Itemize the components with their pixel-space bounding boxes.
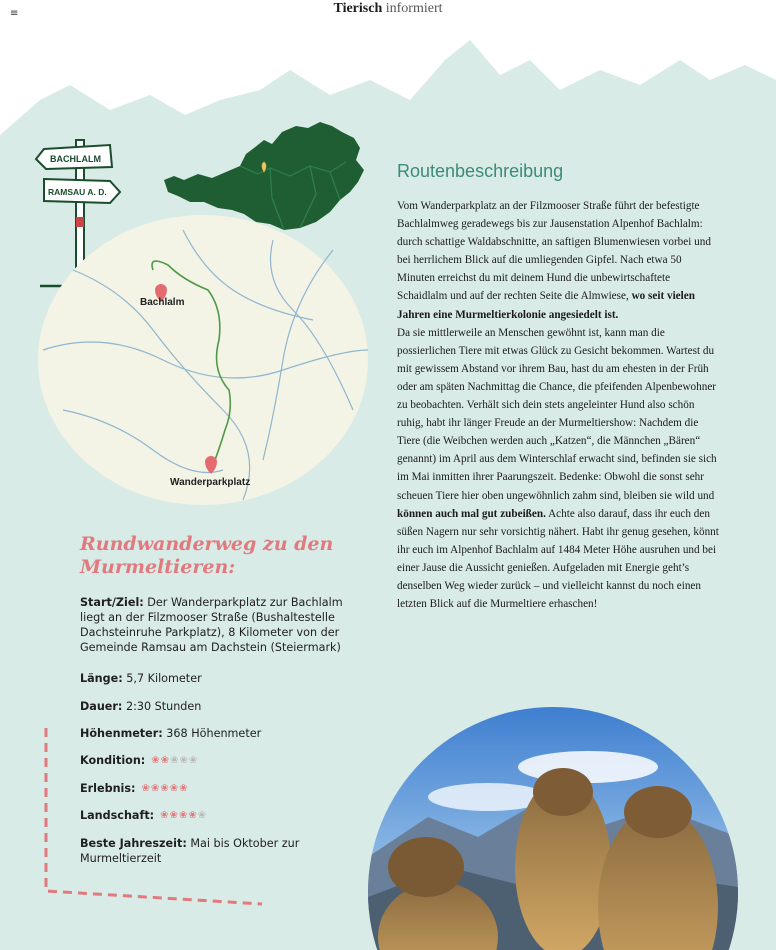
info-start — [80, 595, 370, 655]
paw-icon: ❀ — [179, 783, 189, 794]
start-key: Start/Ziel: — [80, 596, 144, 609]
marmot-photo — [368, 707, 738, 950]
paw-icon: ❀ — [188, 755, 199, 766]
marmot-photo-graphic — [368, 707, 738, 950]
info-duration — [80, 699, 370, 714]
info-length — [80, 671, 370, 686]
duration-key: Dauer: — [80, 700, 123, 713]
start-value: Der Wanderparkplatz zur Bachlalm liegt an der Filzmooser Straße (Bushaltestelle Dachsteinruhe Parkplatz), 8 Kilometer von der Gemeinde Ramsau am Dachstein (Steiermark) — [80, 596, 343, 654]
length-key: Länge: — [80, 672, 123, 685]
map-label-wanderparkplatz: Wanderparkplatz — [170, 477, 251, 488]
route-paragraph-2 — [397, 324, 719, 614]
season-value: Mai bis Oktober zur Murmeltierzeit — [80, 837, 300, 865]
paw-icon: ❀ — [160, 783, 170, 794]
length-value: 5,7 Kilometer — [122, 672, 202, 685]
dashed-frame — [44, 728, 264, 908]
paw-icon: ❀ — [169, 810, 179, 821]
route-paragraph-1 — [397, 197, 719, 324]
landschaft-key: Landschaft: — [80, 809, 155, 822]
route-p1-text: Vom Wanderparkplatz an der Filzmooser Straße führt der befestigte Bachlalmweg geradewegs bis zur Jausenstation Alpenhof Bachlalm: durch schattige Waldabschnitte, an saftigen Blumenwiesen vorbei und bei herrlichem Blick auf die umliegenden Gipfel. Nach etwa 50 Minuten erreichst du mit deinem Hund die unbewirtschaftete Schaidlalm und auf der rechten Seite die Almwiese, — [397, 200, 711, 303]
menu-icon[interactable]: ≡ — [10, 8, 19, 19]
paw-icon: ❀ — [160, 755, 171, 766]
paw-icon: ❀ — [170, 755, 180, 766]
paw-icon: ❀ — [178, 810, 189, 821]
sign-ramsau: RAMSAU A. D. — [48, 187, 107, 197]
header-title-light: informiert — [385, 1, 443, 16]
paw-icon: ❀ — [169, 783, 180, 794]
paw-icon: ❀ — [150, 783, 161, 794]
duration-value: 2:30 Stunden — [122, 700, 202, 713]
header-title-bold: Tierisch — [333, 1, 383, 16]
route-p2-text-c: Achte also darauf, dass ihr euch den süßen Nagern nur sehr vorsichtig nähert. Habt ihr genug gesehen, könnt ihr euch im Alpenhof Bachlalm auf 1484 Meter Höhe ausruhen und bei einer Jause die Aussicht genießen. Aufgeladen mit Energie geht’s denselben Weg wieder zurück – und vielleicht kannst du noch einen letzten Blick auf die Murmeltiere erhaschen! — [397, 507, 719, 611]
paw-icon: ❀ — [160, 810, 170, 821]
paw-icon: ❀ — [197, 810, 208, 821]
route-p1-highlight: wo seit vielen Jahren eine Murmeltierkolonie angesiedelt ist. — [397, 290, 695, 321]
route-heading: Routenbeschreibung — [397, 161, 564, 181]
route-map — [33, 210, 373, 510]
paw-icon: ❀ — [188, 810, 198, 821]
paw-icon: ❀ — [151, 755, 161, 766]
route-p2-highlight: können auch mal gut zubeißen. — [397, 507, 546, 520]
route-map-graphic — [33, 210, 373, 510]
page-header — [0, 0, 776, 17]
paw-icon: ❀ — [179, 755, 189, 766]
paw-icon: ❀ — [141, 783, 151, 794]
elevation-key: Höhenmeter: — [80, 727, 163, 740]
route-p2-text-a: Da sie mittlerweile an Menschen gewöhnt ist, kann man die possierlichen Tiere mit etwas Glück zu Gesicht bekommen. Wartest du mit gewissem Abstand vor ihrem Bau, hast du am ehesten in der Früh oder am späten Nachmittag die Chance, die pfeifenden Alpenbewohner zu beobachten. Verhält sich dein stets angeleinter Hund also schön ruhig, habt ihr länger Freude an der Murmeltiershow: Nachdem die Tiere (die Weibchen werden auch „Katzen“, die Männchen „Bären“ genannt) im April aus dem Winterschlaf erwacht sind, befinden sie sich im Mai inmitten ihrer Paarungszeit. Bedenke: Obwohl die sonst sehr scheuen Tiere hier oben ungewöhnlich zahm sind, bleiben sie wild und — [397, 326, 717, 502]
season-key: Beste Jahreszeit: — [80, 837, 187, 850]
elevation-value: 368 Höhenmeter — [162, 727, 262, 740]
route-description — [397, 197, 719, 613]
hike-title: Rundwanderweg zu den Murmeltieren: — [80, 533, 334, 578]
kondition-key: Kondition: — [80, 754, 146, 767]
sign-bachlalm: BACHLALM — [50, 154, 101, 164]
erlebnis-key: Erlebnis: — [80, 782, 136, 795]
map-label-bachlalm: Bachlalm — [140, 297, 185, 308]
